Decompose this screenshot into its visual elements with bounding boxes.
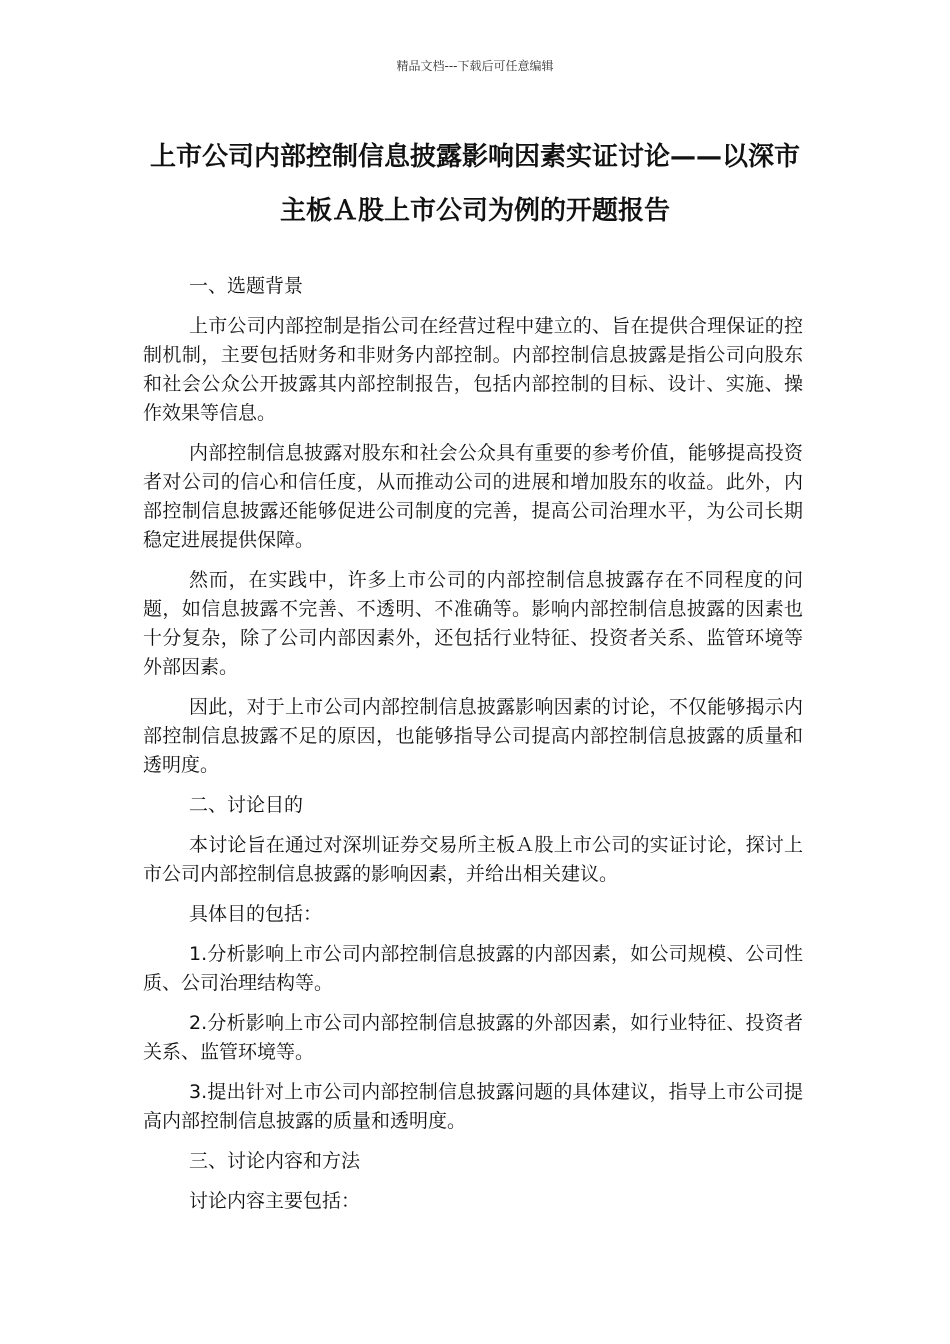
header-note: 精品文档---下载后可任意编辑 (396, 59, 554, 73)
list-item: 1.分析影响上市公司内部控制信息披露的内部因素，如公司规模、公司性质、公司治理结构等。 (143, 943, 803, 994)
paragraph: 本讨论旨在通过对深圳证券交易所主板Ａ股上市公司的实证讨论，探讨上市公司内部控制信息披露的影响因素，并给出相关建议。 (143, 834, 803, 885)
list-item: 2.分析影响上市公司内部控制信息披露的外部因素，如行业特征、投资者关系、监管环境等。 (143, 1012, 803, 1063)
section-heading-background: 一、选题背景 (189, 275, 304, 297)
paragraph: 内部控制信息披露对股东和社会公众具有重要的参考价值，能够提高投资者对公司的信心和信任度，从而推动公司的进展和增加股东的收益。此外，内部控制信息披露还能够促进公司制度的完善，提高公司治理水平，为公司长期稳定进展提供保障。 (143, 442, 803, 551)
paragraph: 然而，在实践中，许多上市公司的内部控制信息披露存在不同程度的问题，如信息披露不完善、不透明、不准确等。影响内部控制信息披露的因素也十分复杂，除了公司内部因素外，还包括行业特征、投资者关系、监管环境等外部因素。 (143, 569, 803, 678)
paragraph: 上市公司内部控制是指公司在经营过程中建立的、旨在提供合理保证的控制机制，主要包括财务和非财务内部控制。内部控制信息披露是指公司向股东和社会公众公开披露其内部控制报告，包括内部控制的目标、设计、实施、操作效果等信息。 (143, 315, 803, 424)
section-heading-purpose: 二、讨论目的 (189, 794, 304, 816)
paragraph: 具体目的包括： (189, 903, 323, 925)
section-heading-content-method: 三、讨论内容和方法 (189, 1150, 361, 1172)
document-title: 上市公司内部控制信息披露影响因素实证讨论——以深市主板Ａ股上市公司为例的开题报告 (149, 142, 800, 226)
list-item: 3.提出针对上市公司内部控制信息披露问题的具体建议，指导上市公司提高内部控制信息披露的质量和透明度。 (143, 1081, 803, 1132)
paragraph: 讨论内容主要包括： (189, 1190, 361, 1212)
paragraph: 因此，对于上市公司内部控制信息披露影响因素的讨论，不仅能够揭示内部控制信息披露不足的原因，也能够指导公司提高内部控制信息披露的质量和透明度。 (143, 696, 803, 776)
document-body (143, 272, 803, 1227)
